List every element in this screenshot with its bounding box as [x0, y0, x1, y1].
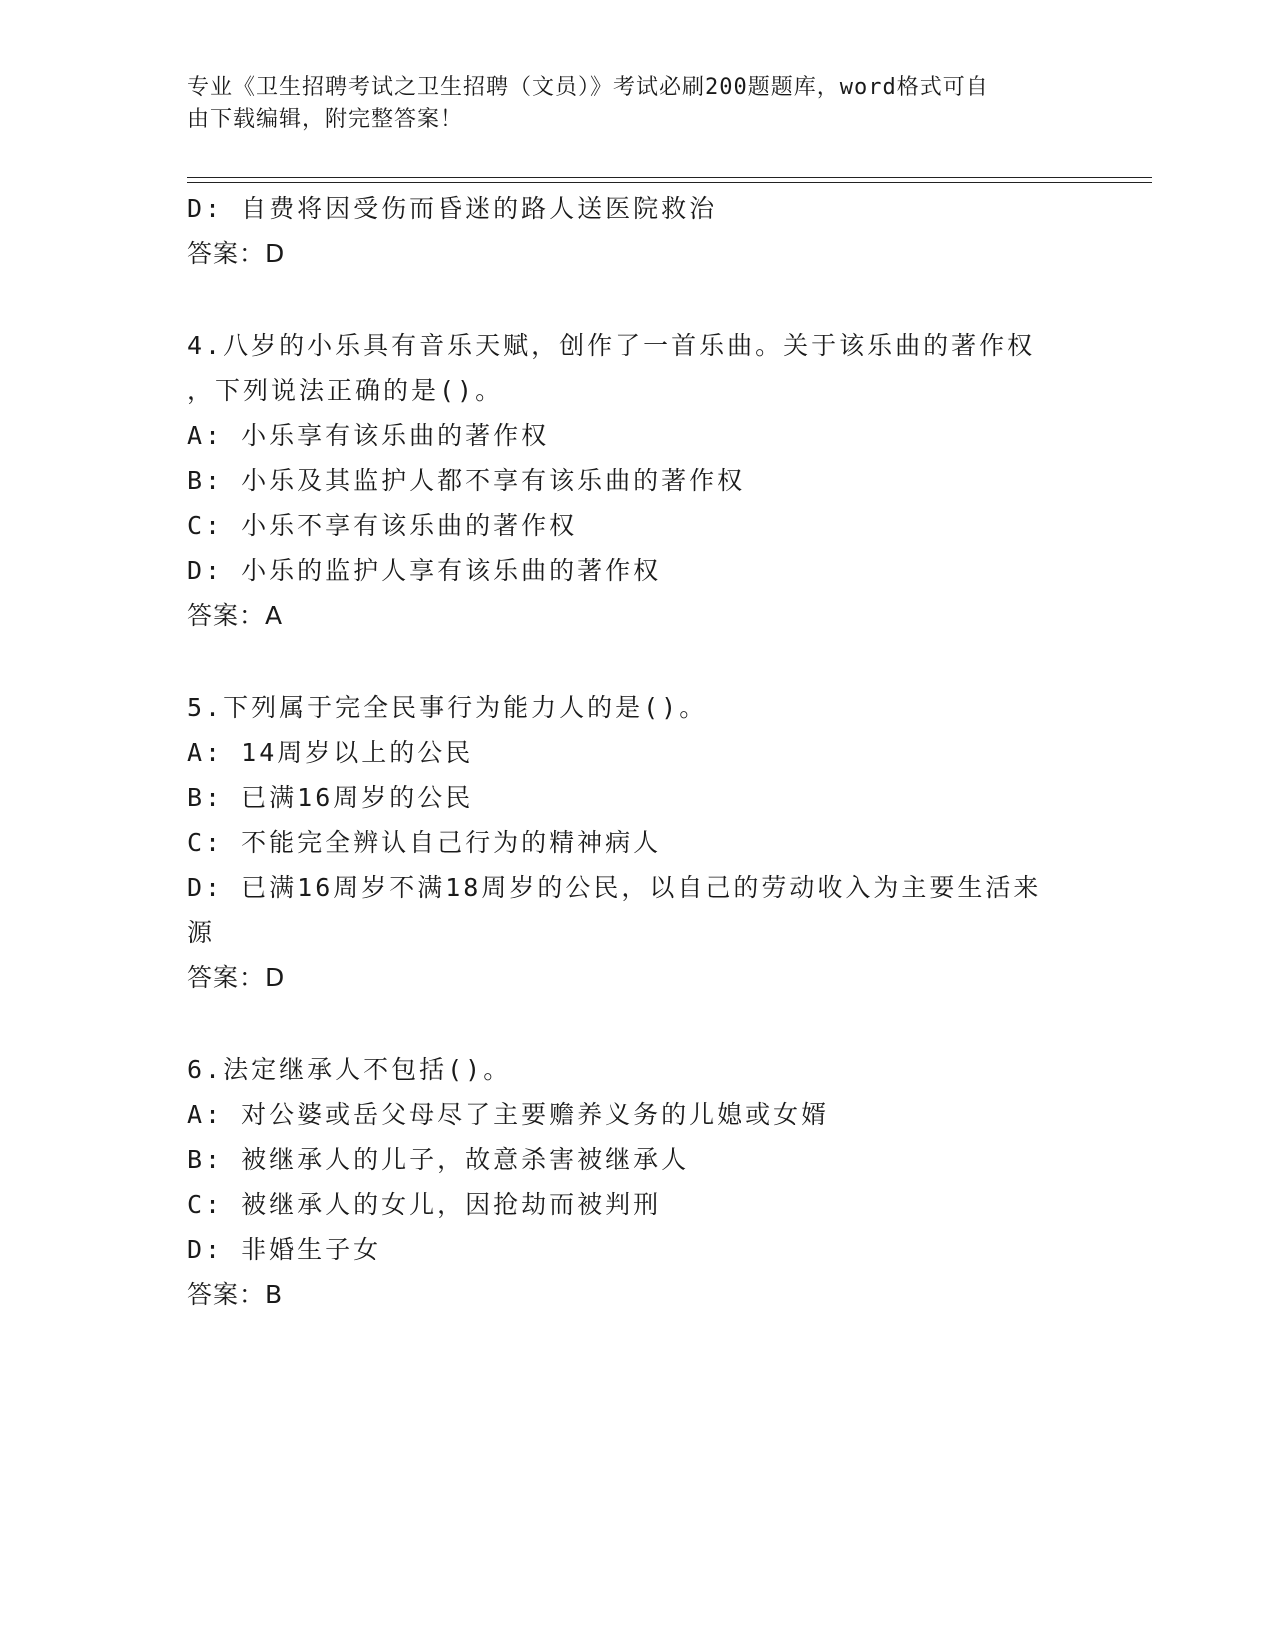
option-c: C: 不能完全辨认自己行为的精神病人: [187, 828, 662, 857]
question-4: [187, 323, 1087, 638]
answer: 答案：D: [187, 239, 286, 268]
question-5: [187, 685, 1087, 1000]
option-d: D: 小乐的监护人享有该乐曲的著作权: [187, 556, 662, 585]
answer: 答案：D: [187, 963, 286, 992]
option-c: C: 小乐不享有该乐曲的著作权: [187, 511, 578, 540]
option-c: C: 被继承人的女儿，因抢劫而被判刑: [187, 1190, 662, 1219]
question-list: [187, 186, 1087, 1317]
question-stem-continued: ，下列说法正确的是()。: [187, 376, 504, 405]
option-d: D: 自费将因受伤而昏迷的路人送医院救治: [187, 194, 718, 223]
question-3: [187, 186, 1087, 276]
header-divider-top: [187, 177, 1152, 178]
document-header: [187, 72, 1067, 136]
answer: 答案：B: [187, 1280, 284, 1309]
option-b: B: 被继承人的儿子，故意杀害被继承人: [187, 1145, 690, 1174]
question-6: [187, 1047, 1087, 1317]
header-line-1: 专业《卫生招聘考试之卫生招聘（文员）》考试必刷200题题库，word格式可自: [187, 75, 989, 100]
header-line-2: 由下载编辑，附完整答案！: [187, 107, 464, 132]
spacer: [187, 638, 1087, 685]
option-a: A: 小乐享有该乐曲的著作权: [187, 421, 550, 450]
option-d: D: 非婚生子女: [187, 1235, 382, 1264]
option-a: A: 14周岁以上的公民: [187, 738, 474, 767]
answer: 答案：A: [187, 601, 284, 630]
spacer: [187, 276, 1087, 323]
option-b: B: 小乐及其监护人都不享有该乐曲的著作权: [187, 466, 746, 495]
option-a: A: 对公婆或岳父母尽了主要赡养义务的儿媳或女婿: [187, 1100, 830, 1129]
spacer: [187, 1000, 1087, 1047]
header-divider-bottom: [187, 182, 1152, 183]
question-stem: 5.下列属于完全民事行为能力人的是()。: [187, 693, 708, 722]
option-b: B: 已满16周岁的公民: [187, 783, 474, 812]
option-d-continued: 源: [187, 918, 216, 947]
option-d: D: 已满16周岁不满18周岁的公民，以自己的劳动收入为主要生活来: [187, 873, 1042, 902]
question-stem: 4.八岁的小乐具有音乐天赋，创作了一首乐曲。关于该乐曲的著作权: [187, 331, 1036, 360]
question-stem: 6.法定继承人不包括()。: [187, 1055, 512, 1084]
